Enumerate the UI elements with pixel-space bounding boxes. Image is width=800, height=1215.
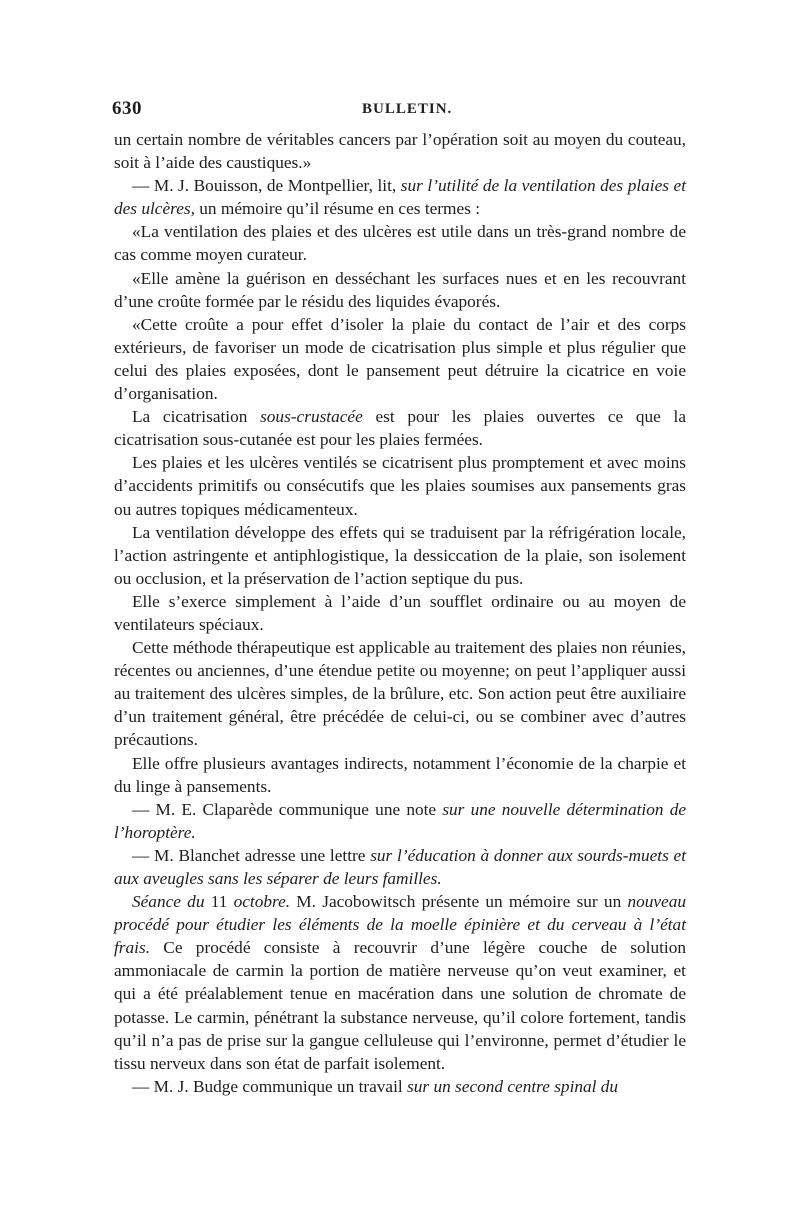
text-run: Cette méthode thérapeutique est applicable au traitement des plaies non réunies, récentes ou anciennes, d’une étendue petite ou moyenne; on peut l’appliquer aussi au traitement des ulcères simples, de la brûlure, etc. Son action peut être auxiliaire d’un traitement général, être précédée de celui-ci, ou se combiner avec d’autres précautions. (114, 638, 686, 750)
paragraph (114, 521, 686, 590)
paragraph (114, 844, 686, 890)
paragraph (114, 405, 686, 451)
text-run: Ce procédé consiste à recouvrir d’une légère couche de solution ammoniacale de carmin la portion de matière nerveuse qu’on veut examiner, et qui a été préalablement tenue en macération dans une solution de chromate de potasse. Le carmin, pénétrant la substance nerveuse, qu’il colore fortement, tandis qu’il n’a pas de prise sur la gangue celluleuse qui l’environne, permet d’étudier le tissu nerveux dans son état de parfait isolement. (114, 938, 686, 1073)
page-header (112, 98, 687, 124)
text-run: — M. E. Claparède communique une note (132, 799, 443, 819)
paragraph (114, 313, 686, 405)
text-run: La ventilation développe des effets qui se traduisent par la réfrigération locale, l’action astringente et antiphlogistique, la dessiccation de la plaie, son isolement ou occlusion, et la préservation de l’action septique du pus. (114, 522, 686, 588)
paragraph (114, 174, 686, 220)
italic-text: sur une nouvelle détermination de l’horoptère. (114, 799, 686, 842)
italic-text: sur un second centre spinal du (407, 1076, 619, 1096)
text-run: — M. J. Budge communique un travail (132, 1076, 408, 1096)
text-run: un certain nombre de véritables cancers par l’opération soit au moyen du couteau, soit à l’aide des caustiques.» (114, 130, 686, 173)
text-run: — M. J. Bouisson, de Montpellier, lit, (132, 176, 401, 196)
italic-text: Séance du (132, 892, 205, 912)
text-run: «Cette croûte a pour effet d’isoler la plaie du contact de l’air et des corps extérieurs, de favoriser un mode de cicatrisation plus simple et plus régulier que celui des plaies exposées, dont le pansement peut détruire la cicatrice en voie d’organisation. (114, 314, 686, 404)
italic-text: sous-crustacée (260, 407, 363, 427)
paragraph (114, 128, 686, 174)
italic-text: octobre. (233, 892, 291, 912)
text-run: est pour les plaies ouvertes ce que la cicatrisation sous-cutanée est pour les plaies fermées. (114, 407, 686, 450)
paragraph (114, 590, 686, 636)
body-text (114, 128, 686, 1098)
text-run: Elle offre plusieurs avantages indirects, notamment l’économie de la charpie et du linge à pansements. (114, 753, 686, 796)
italic-text: sur l’éducation à donner aux sourds-muets et aux aveugles sans les séparer de leurs familles. (114, 845, 687, 888)
running-title: BULLETIN. (362, 101, 453, 117)
page-number: 630 (112, 98, 142, 119)
paragraph (114, 267, 686, 313)
text-run: un mémoire qu’il résume en ces termes : (194, 199, 481, 219)
paragraph (114, 890, 686, 1075)
paragraph (114, 1075, 686, 1098)
text-run: 11 (204, 892, 234, 912)
italic-text: sur l’utilité de la ventilation des plaies et des ulcères, (114, 176, 687, 219)
text-run: — M. Blanchet adresse une lettre (132, 845, 371, 865)
italic-text: nouveau procédé pour étudier les éléments de la moelle épinière et du cerveau à l’état frais. (114, 892, 686, 958)
paragraph (114, 798, 686, 844)
text-run: M. Jacobowitsch présente un mémoire sur un (290, 892, 628, 912)
paragraph (114, 752, 686, 798)
text-run: Elle s’exerce simplement à l’aide d’un soufflet ordinaire ou au moyen de ventilateurs spéciaux. (114, 591, 686, 634)
text-run: «Elle amène la guérison en desséchant les surfaces nues et en les recouvrant d’une croûte formée par le résidu des liquides évaporés. (114, 268, 686, 311)
paragraph (114, 220, 686, 266)
text-run: La cicatrisation (132, 407, 261, 427)
paragraph (114, 636, 686, 751)
text-run: «La ventilation des plaies et des ulcères est utile dans un très-grand nombre de cas comme moyen curateur. (114, 222, 686, 265)
paragraph (114, 451, 686, 520)
text-run: Les plaies et les ulcères ventilés se cicatrisent plus promptement et avec moins d’accidents primitifs ou consécutifs que les plaies soumises aux pansements gras ou autres topiques médicamenteux. (114, 453, 686, 519)
